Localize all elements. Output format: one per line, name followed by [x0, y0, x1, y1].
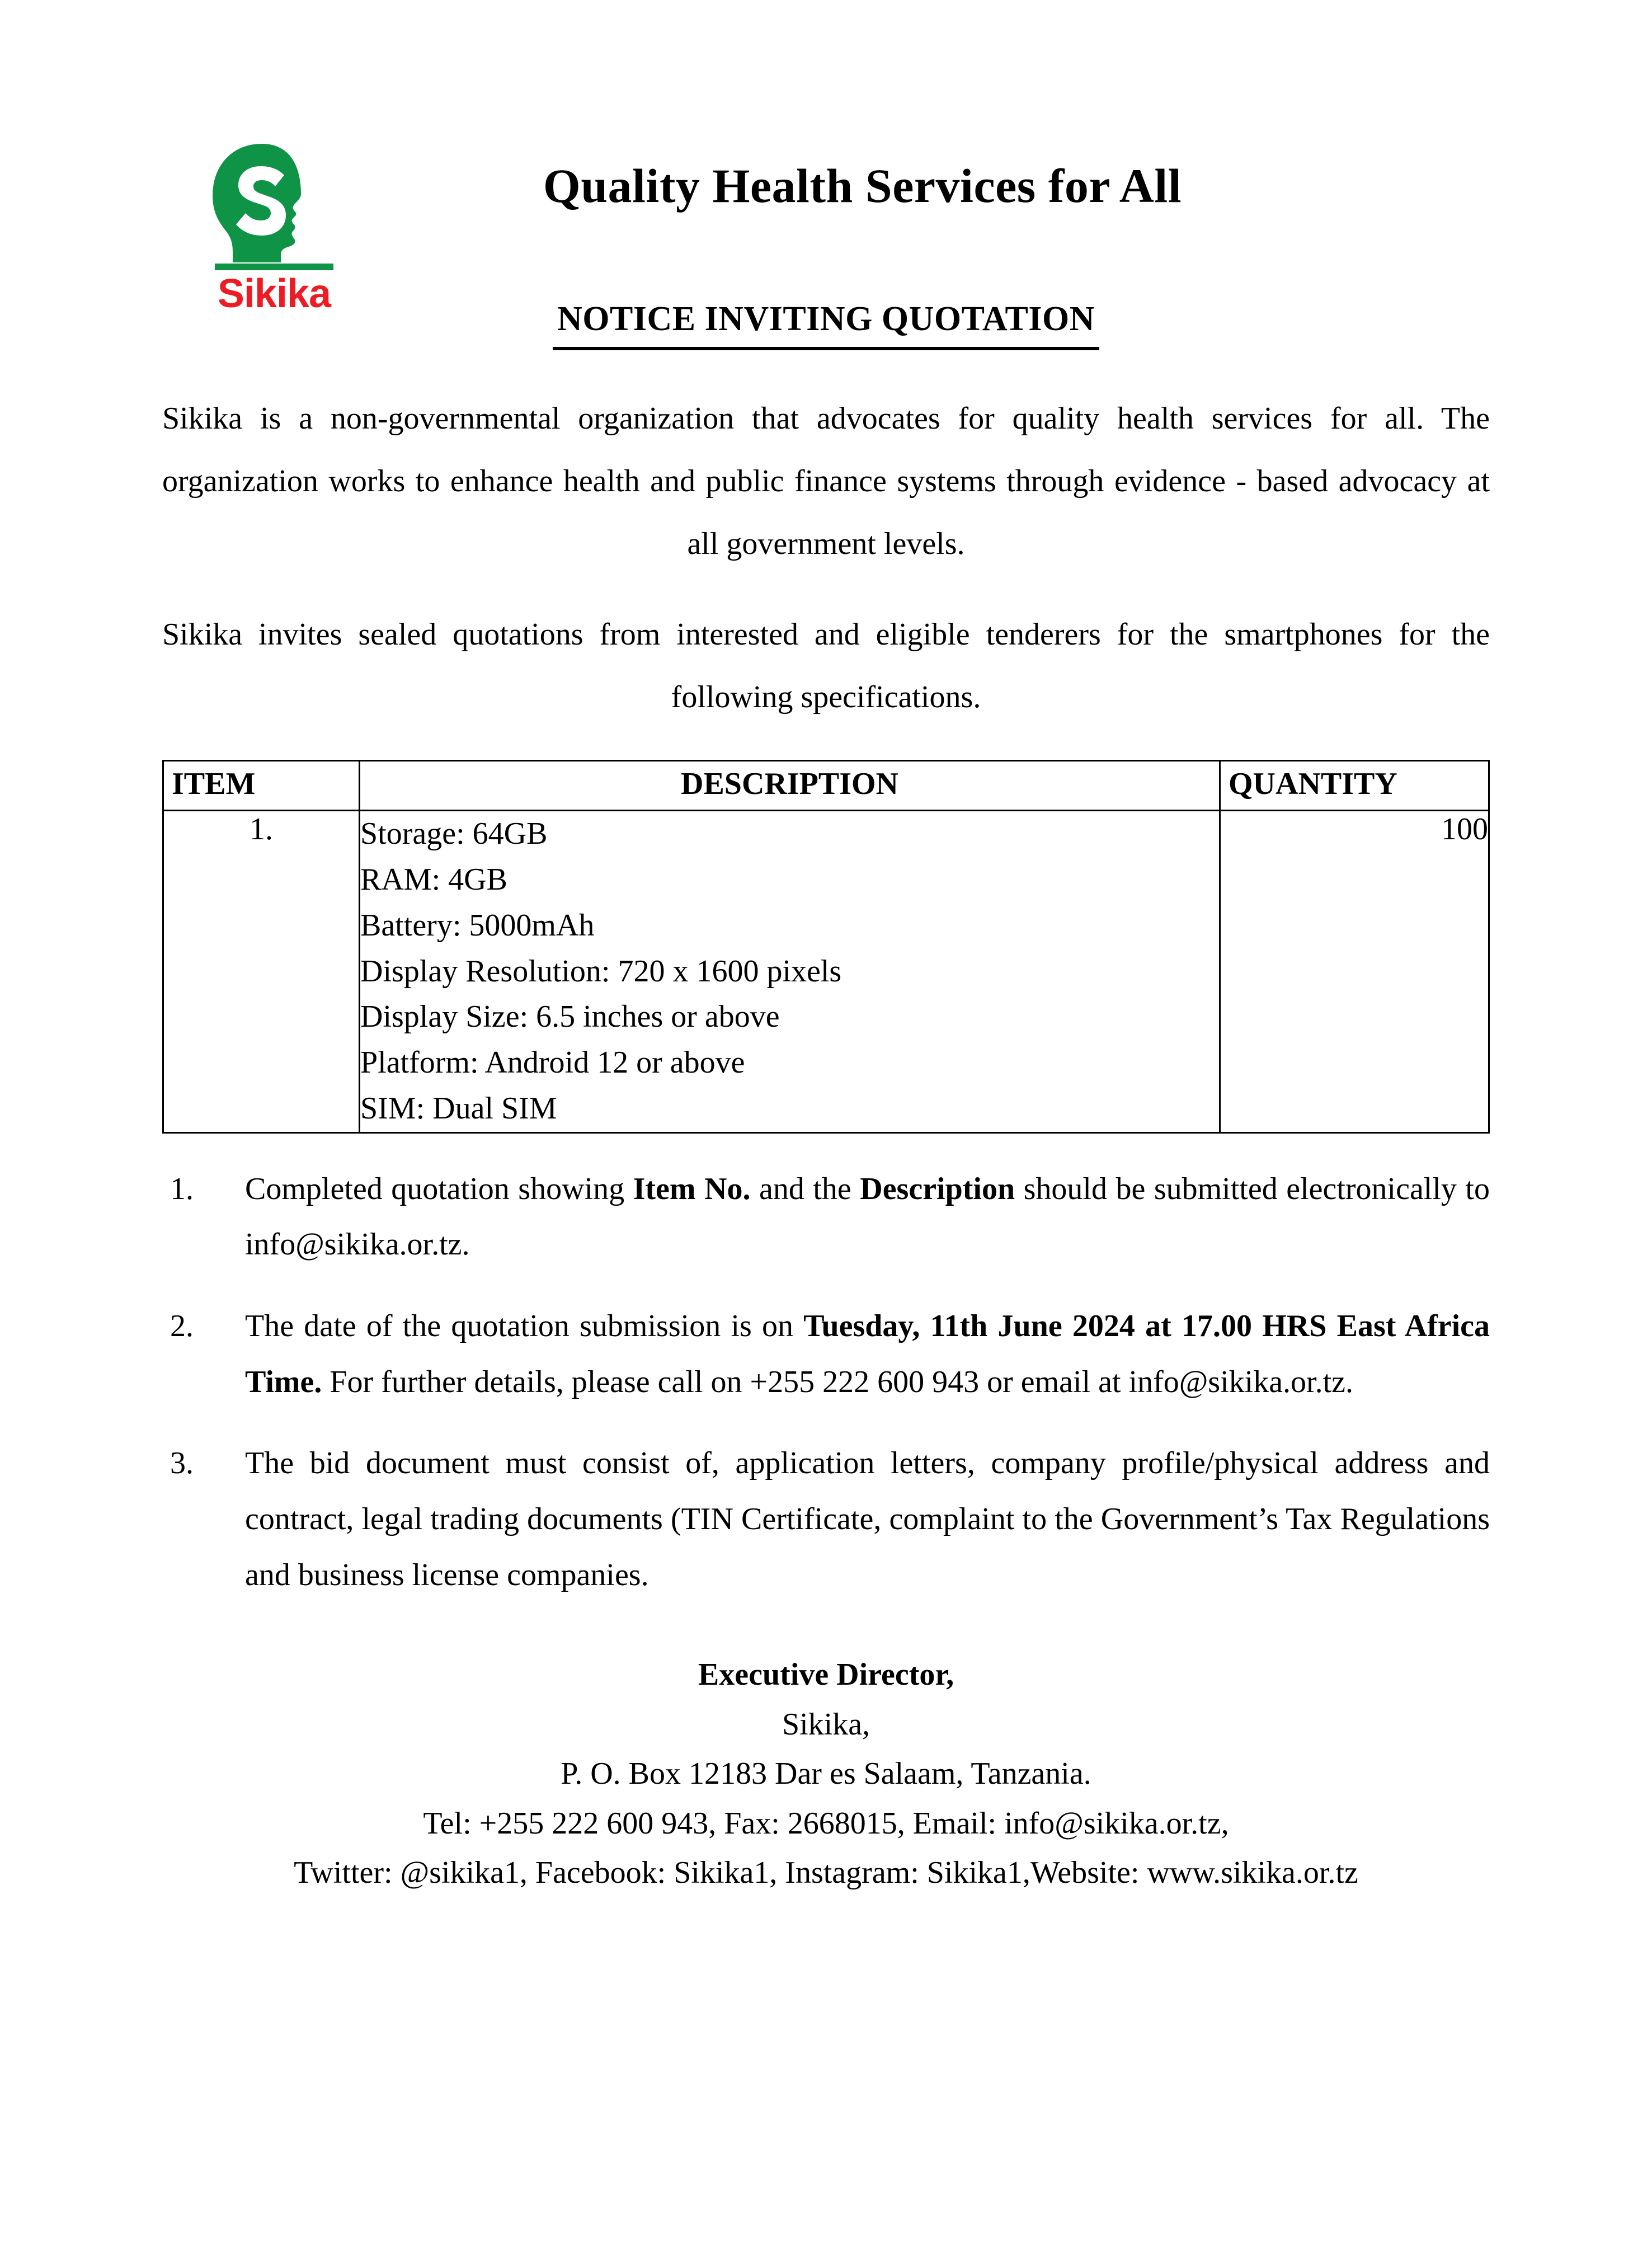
note-text: The bid document must consist of, application letters, company profile/physical address and contract, legal trading documents (TIN Certificate, complaint to the Government’s Tax Regulations and business license companies. — [245, 1446, 1490, 1592]
spec-line: Platform: Android 12 or above — [360, 1045, 745, 1080]
notice-heading: NOTICE INVITING QUOTATION — [553, 299, 1099, 350]
table-row — [163, 811, 1489, 1132]
footer-line-address: P. O. Box 12183 Dar es Salaam, Tanzania. — [561, 1756, 1091, 1792]
list-item — [162, 1162, 1490, 1273]
note-text: Completed quotation showing Item No. and the Description should be submitted electronically to info@sikika.or.tz. — [245, 1171, 1490, 1262]
notes-list — [162, 1162, 1490, 1604]
notice-heading-container — [162, 299, 1490, 350]
column-header-item: ITEM — [163, 761, 360, 811]
spec-line: Battery: 5000mAh — [360, 908, 595, 943]
column-header-quantity: QUANTITY — [1220, 761, 1489, 811]
intro-paragraph-2: Sikika invites sealed quotations from interested and eligible tenderers for the smartphones for the following specifications. — [162, 617, 1490, 714]
table-header-row — [163, 761, 1489, 811]
footer-line-social: Twitter: @sikika1, Facebook: Sikika1, Instagram: Sikika1,Website: www.sikika.or.tz — [294, 1855, 1358, 1891]
cell-item-number: 1. — [163, 811, 360, 1132]
spec-line: SIM: Dual SIM — [360, 1090, 557, 1126]
footer-line-contacts: Tel: +255 222 600 943, Fax: 2668015, Email: info@sikika.or.tz, — [423, 1806, 1229, 1841]
cell-quantity: 100 — [1220, 811, 1489, 1132]
list-item — [162, 1299, 1490, 1410]
list-marker: 2. — [170, 1308, 194, 1343]
page-title: Quality Health Services for All — [543, 159, 1182, 213]
spec-line: Display Resolution: 720 x 1600 pixels — [360, 953, 842, 989]
logo-wordmark: Sikika — [217, 271, 331, 316]
sikika-logo — [190, 143, 358, 314]
specification-table — [162, 760, 1490, 1134]
spec-line: Display Size: 6.5 inches or above — [360, 999, 780, 1035]
list-marker: 3. — [170, 1446, 194, 1481]
intro-paragraph-1: Sikika is a non-governmental organization that advocates for quality health services for all. The organization works to enhance health and public finance systems through evidence - based advocacy at all government levels. — [162, 401, 1490, 561]
spec-line: Storage: 64GB — [360, 816, 548, 852]
head-profile-icon — [207, 143, 341, 271]
note-text: The date of the quotation submission is on Tuesday, 11th June 2024 at 17.00 HRS East Africa Time. For further details, please call on +255 222 600 943 or email at info@sikika.or.tz. — [245, 1308, 1490, 1399]
table-body — [163, 811, 1489, 1132]
cell-description — [360, 811, 1220, 1132]
footer-line-organization: Sikika, — [782, 1707, 870, 1742]
table-head — [163, 761, 1489, 811]
document-header — [162, 0, 1490, 316]
column-header-description: DESCRIPTION — [360, 761, 1220, 811]
document-footer — [162, 1650, 1490, 1897]
list-marker: 1. — [170, 1171, 194, 1206]
list-item — [162, 1436, 1490, 1603]
footer-line-signatory: Executive Director, — [698, 1657, 954, 1693]
spec-line: RAM: 4GB — [360, 862, 507, 897]
